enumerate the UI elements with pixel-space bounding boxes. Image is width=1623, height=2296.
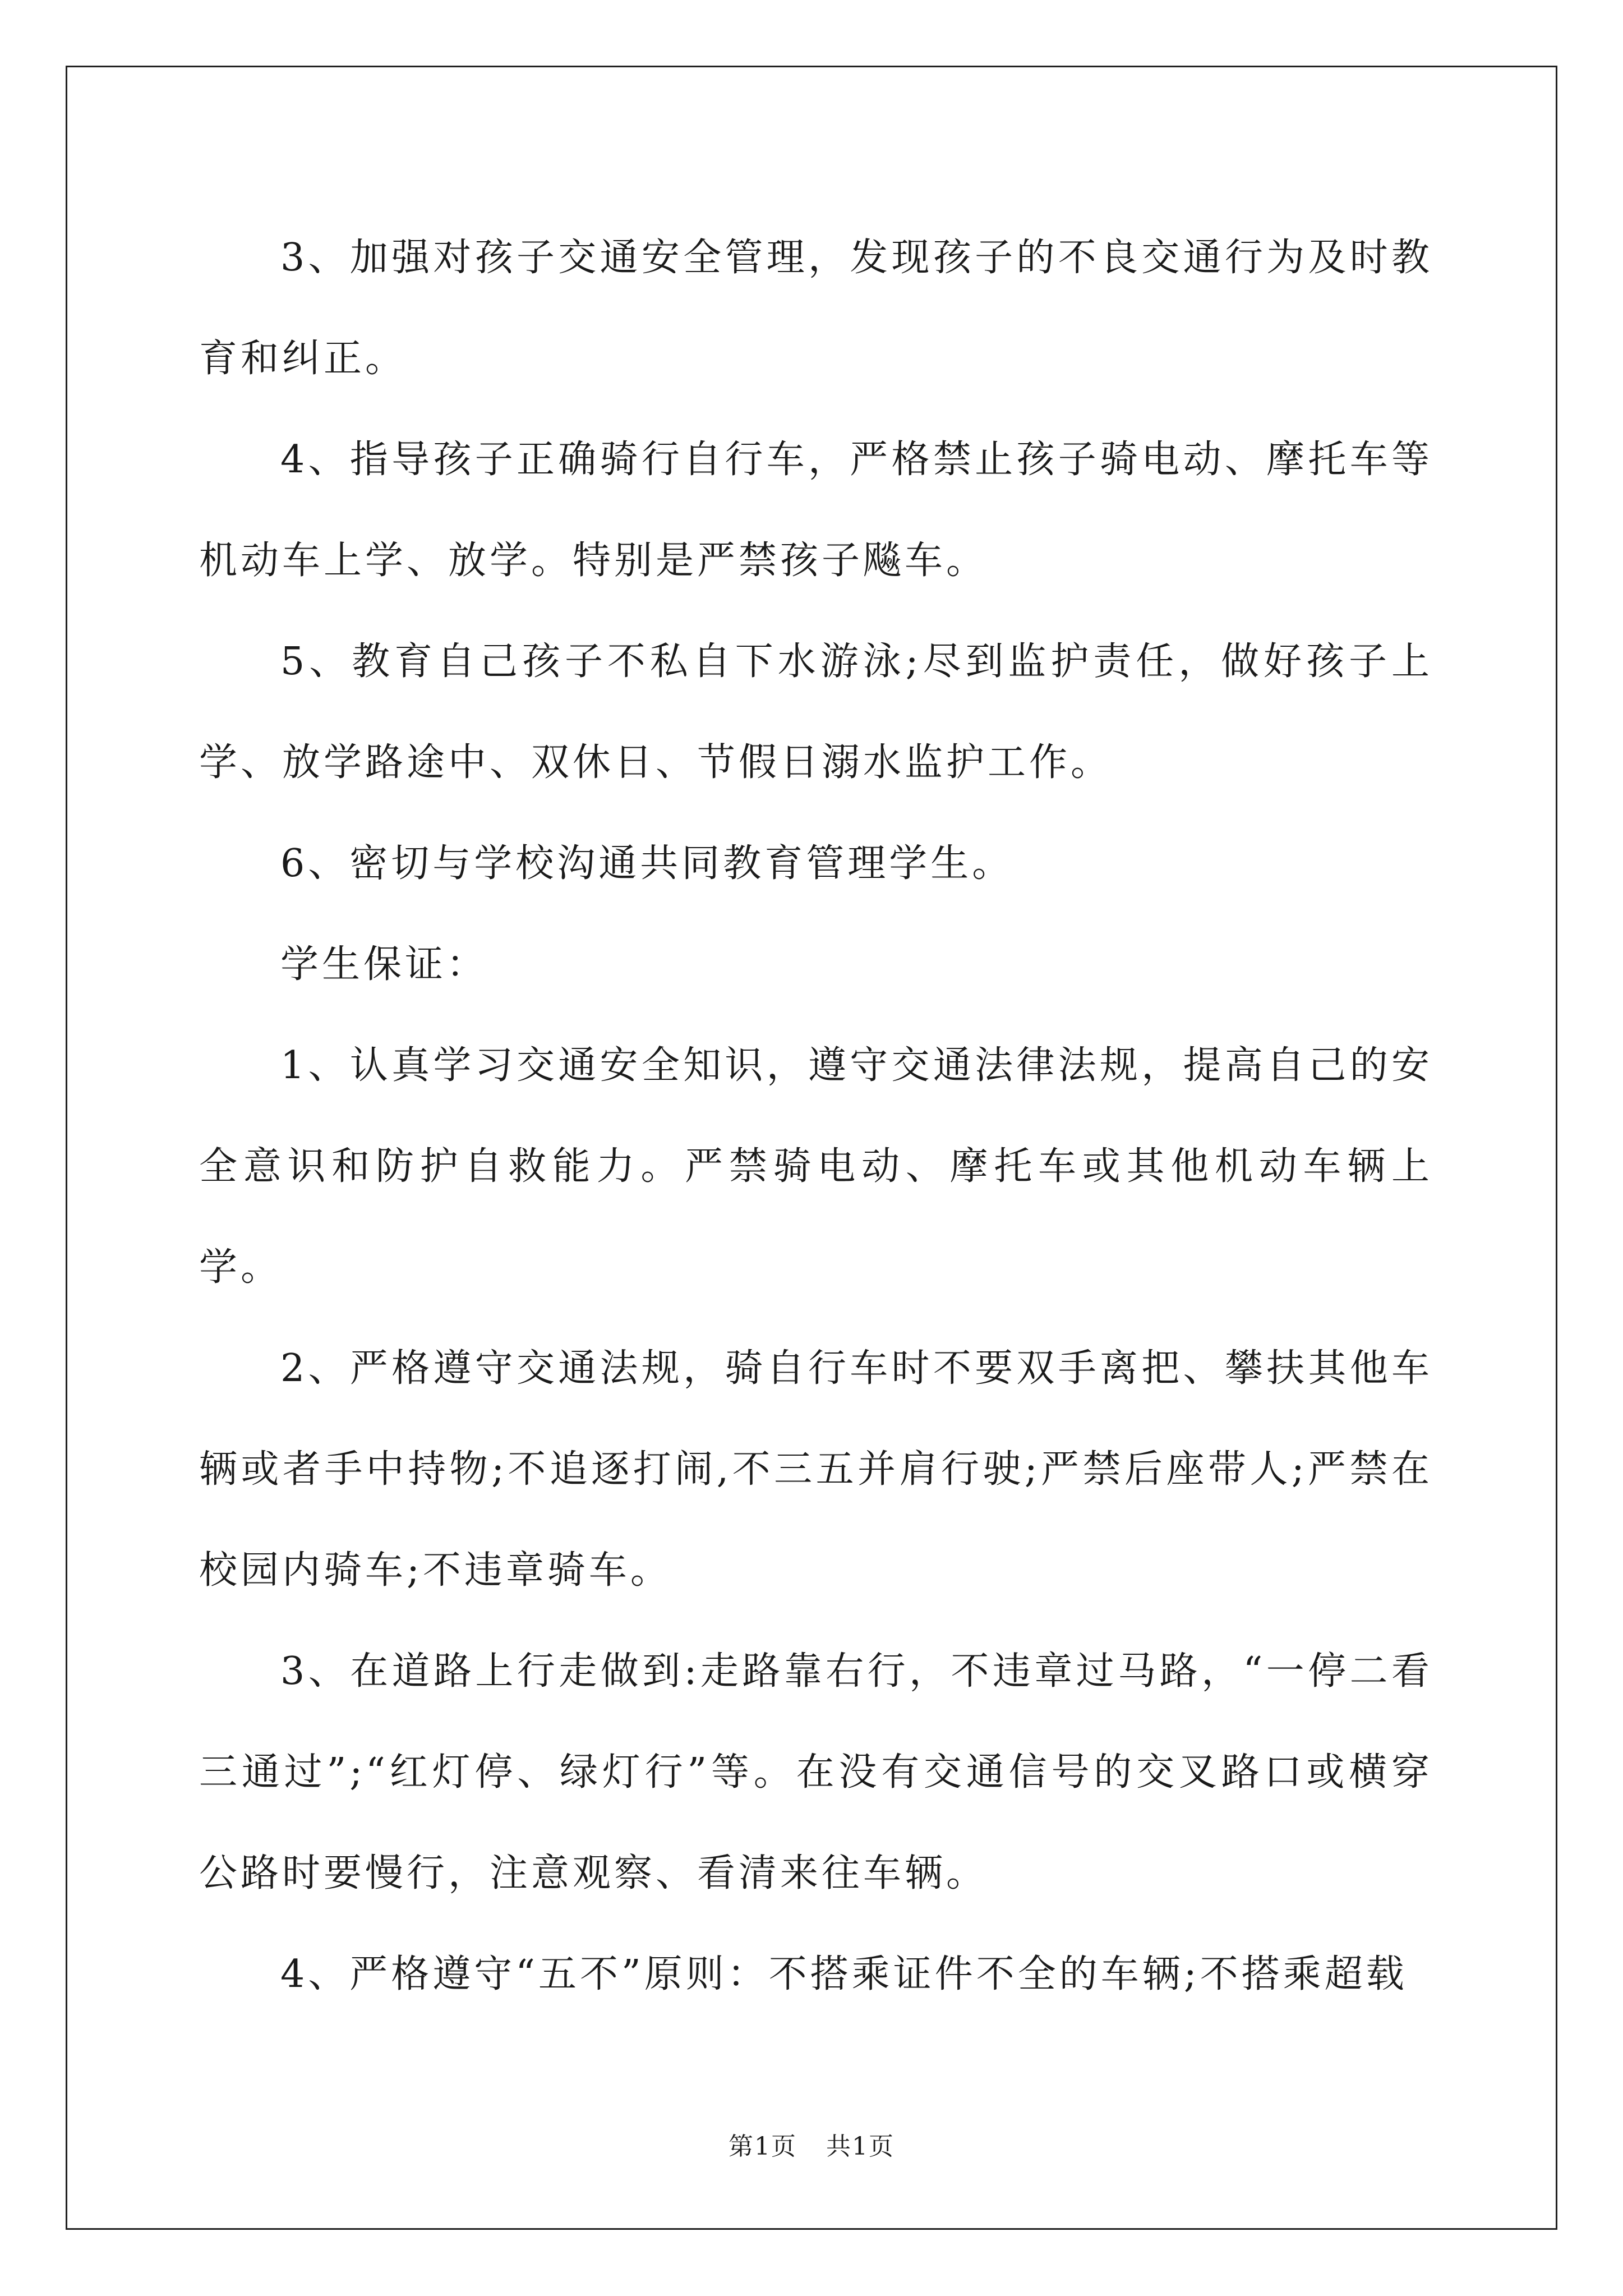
paragraph-five-nos: 4、严格遵守“五不”原则：不搭乘证件不全的车辆;不搭乘超载 [280,1952,1408,1996]
paragraph-school-communication: 6、密切与学校沟通共同教育管理学生。 [280,841,1014,886]
page-footer [0,2126,1623,2162]
paragraph-bicycle-guidance: 4、指导孩子正确骑行自行车，严格禁止孩子骑电动、摩托车等机动车上学、放学。特别是严禁孩子飚车。 [199,438,1433,583]
page-number-current: 第1页 [728,2132,797,2161]
paragraph-traffic-knowledge: 1、认真学习交通安全知识，遵守交通法律法规，提高自己的安全意识和防护自救能力。严禁骑电动、摩托车或其他机动车辆上学。 [199,1043,1433,1290]
paragraph-drowning-supervision: 5、教育自己孩子不私自下水游泳;尽到监护责任，做好孩子上学、放学路途中、双休日、节假日溺水监护工作。 [199,639,1433,785]
paragraph-cycling-rules: 2、严格遵守交通法规，骑自行车时不要双手离把、攀扶其他车辆或者手中持物;不追逐打闹,不三五并肩行驶;严禁后座带人;严禁在校园内骑车;不违章骑车。 [199,1346,1433,1593]
section-heading-student-pledge: 学生保证： [280,942,488,987]
document-body [199,208,1433,2025]
paragraph-walking-rules: 3、在道路上行走做到:走路靠右行，不违章过马路，“一停二看三通过”;“红灯停、绿灯行”等。在没有交通信号的交叉路口或横穿公路时要慢行，注意观察、看清来往车辆。 [199,1649,1433,1895]
page-number-total: 共1页 [826,2132,895,2161]
paragraph-traffic-management: 3、加强对孩子交通安全管理，发现孩子的不良交通行为及时教育和纠正。 [199,236,1433,381]
